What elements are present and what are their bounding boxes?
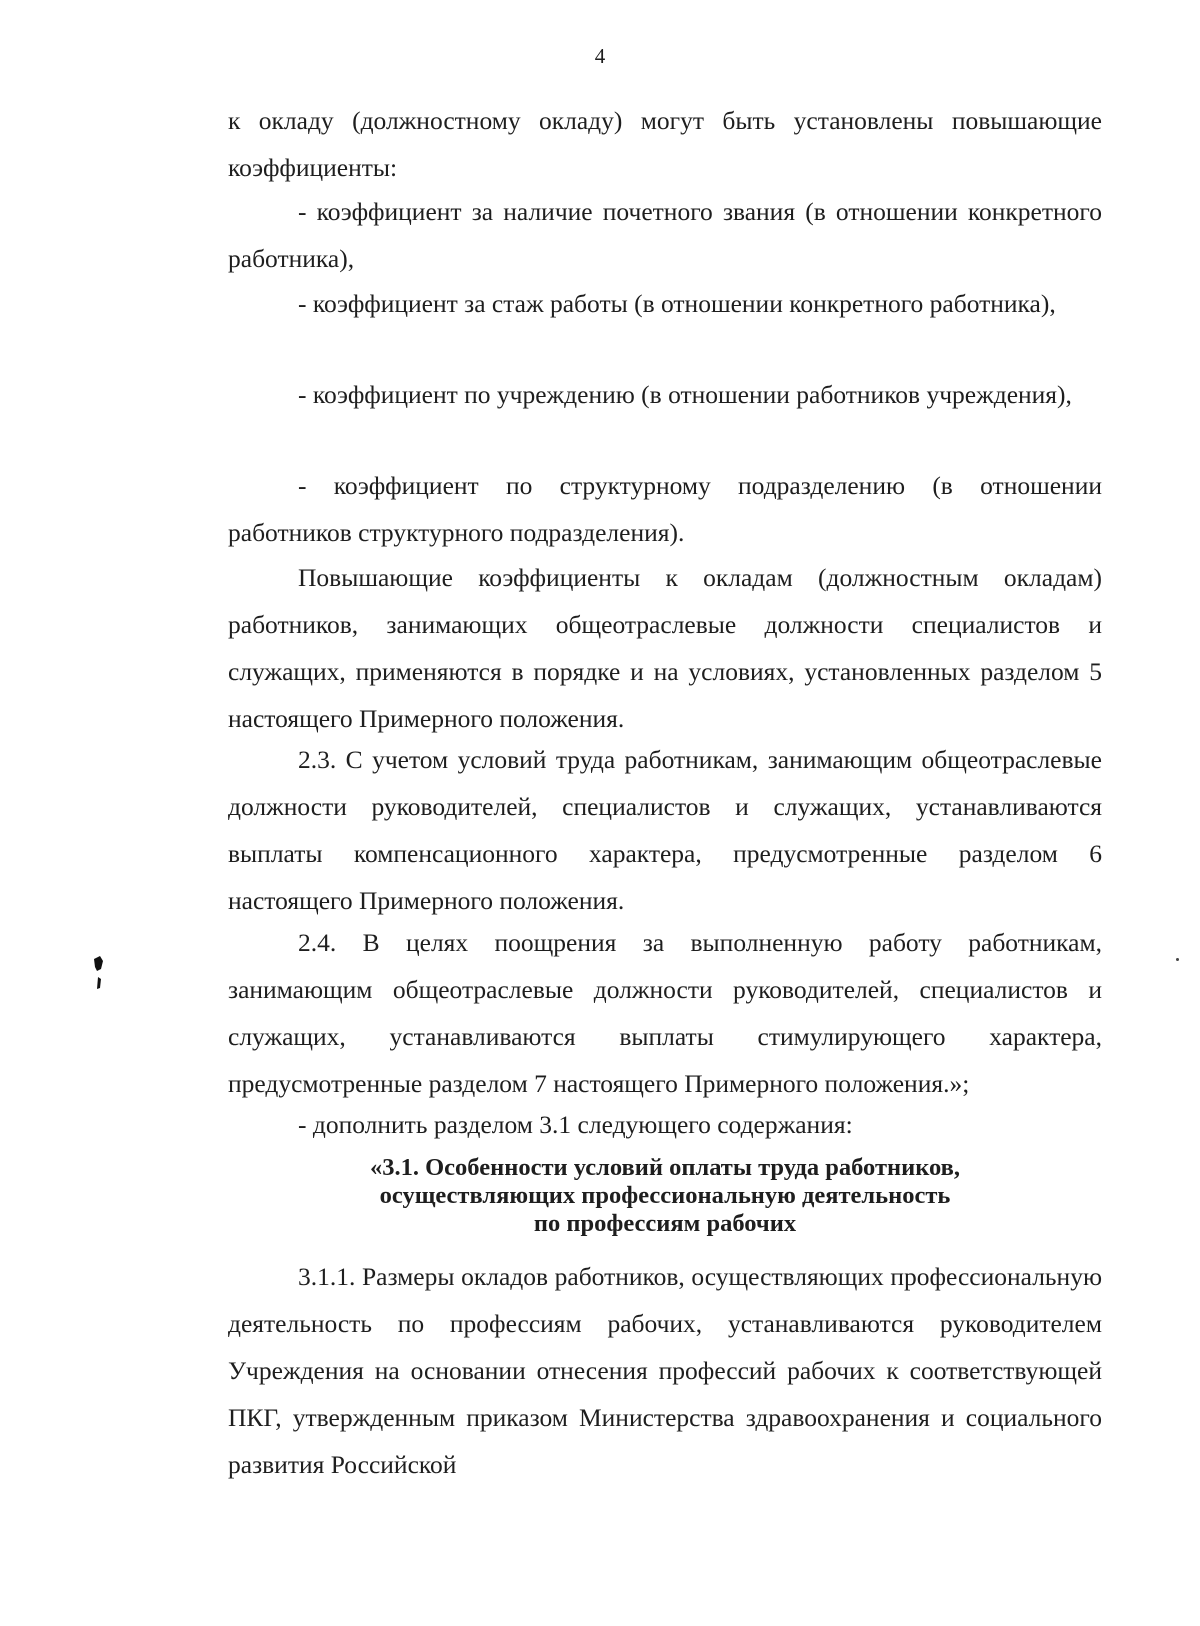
list-item-work-experience: - коэффициент за стаж работы (в отношении конкретного работника), [298, 289, 1056, 318]
heading-line-3: по профессиям рабочих [533, 1210, 797, 1237]
paragraph-intro: к окладу (должностному окладу) могут быть установлены повышающие коэффициенты: [228, 106, 1102, 182]
list-item-institution: - коэффициент по учреждению (в отношении работников учреждения), [298, 380, 1072, 409]
paragraph-2-3: 2.3. С учетом условий труда работникам, занимающим общеотраслевые должности руководителей, специалистов и служащих, устанавливаются выплаты компенсационного характера, предусмотренные разделом 6 настоящего Примерного положения. [228, 745, 1102, 915]
paragraph-supplement: - дополнить разделом 3.1 следующего содержания: [298, 1110, 853, 1139]
list-item-department: - коэффициент по структурному подразделению (в отношении работников структурного подразделения). [228, 471, 1102, 547]
section-heading [228, 1154, 1102, 1238]
scan-artifact-mark [91, 955, 105, 991]
page-number: 4 [594, 44, 606, 68]
heading-line-1: «3.1. Особенности условий оплаты труда работников, [370, 1154, 960, 1181]
paragraph-2-4: 2.4. В целях поощрения за выполненную работу работникам, занимающим общеотраслевые должности руководителей, специалистов и служащих, устанавливаются выплаты стимулирующего характера, предусмотренные разделом 7 настоящего Примерного положения.»; [228, 928, 1102, 1098]
paragraph-coefficients: Повышающие коэффициенты к окладам (должностным окладам) работников, занимающих общеотраслевые должности специалистов и служащих, применяются в порядке и на условиях, установленных разделом 5 настоящего Примерного положения. [228, 563, 1102, 733]
scan-artifact-dot [1176, 958, 1179, 961]
list-item-honorary-title: - коэффициент за наличие почетного звания (в отношении конкретного работника), [228, 197, 1102, 273]
paragraph-3-1-1: 3.1.1. Размеры окладов работников, осуществляющих профессиональную деятельность по профессиям рабочих, устанавливаются руководителем Учреждения на основании отнесения профессий рабочих к соответствующей ПКГ, утвержденным приказом Министерства здравоохранения и социального развития Российской [228, 1262, 1102, 1479]
heading-line-2: осуществляющих профессиональную деятельность [379, 1182, 951, 1209]
